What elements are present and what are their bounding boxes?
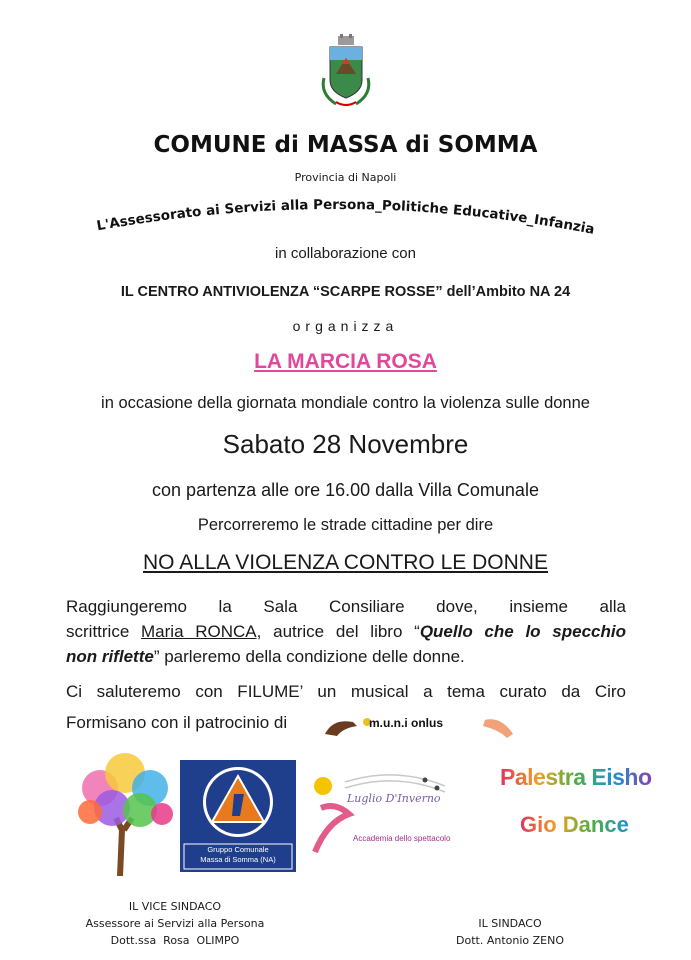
occasione-text: in occasione della giornata mondiale contro la violenza sulle donne — [101, 394, 590, 412]
book-title: Quello che lo specchio — [419, 622, 626, 641]
collab-text: in collaborazione con — [275, 245, 416, 262]
protezione-line1: Gruppo Comunale — [207, 845, 269, 854]
organizza-text: organizza — [292, 318, 399, 334]
svg-text:L'Assessorato ai Servizi alla — [95, 197, 595, 238]
luglio-sub: Accademia dello spettacolo — [353, 834, 451, 843]
departure-text: con partenza alle ore 16.00 dalla Villa Comunale — [152, 480, 539, 500]
paragraph-line-4: Ci saluteremo con FILUME’ un musical a tema curato da Ciro — [66, 682, 626, 701]
provincia-subtitle: Provincia di Napoli — [294, 171, 397, 184]
protezione-civile-logo — [180, 760, 296, 872]
book-title-cont: non riflette — [66, 647, 154, 666]
vice-sindaco-name: Dott.ssa Rosa OLIMPO — [110, 934, 240, 947]
sindaco-name: Dott. Antonio ZENO — [456, 934, 564, 947]
vice-sindaco-title: Assessore ai Servizi alla Persona — [85, 917, 265, 930]
vice-sindaco-role: IL VICE SINDACO — [128, 900, 222, 913]
centro-antiviolenza: IL CENTRO ANTIVIOLENZA “SCARPE ROSSE” dell’Ambito NA 24 — [120, 284, 571, 300]
luglio-dinverno-logo — [305, 762, 453, 858]
dancer-icon — [305, 762, 453, 858]
event-title: LA MARCIA ROSA — [254, 350, 437, 373]
municipal-crest-logo — [318, 34, 374, 112]
paragraph-line-1: Raggiungeremo la Sala Consiliare dove, insieme alla — [66, 597, 626, 616]
sindaco-signature — [430, 915, 590, 949]
butterfly-tree-logo — [70, 748, 180, 876]
paragraph-line-5: Formisano con il patrocinio di — [66, 713, 288, 732]
sindaco-role: IL SINDACO — [478, 917, 542, 930]
luglio-title: Luglio D'Inverno — [347, 792, 441, 805]
muni-label: m.u.n.i onlus — [369, 716, 443, 730]
muni-onlus-logo — [323, 708, 518, 742]
event-date: Sabato 28 Novembre — [222, 429, 469, 459]
protezione-line2: Massa di Somma (NA) — [200, 855, 276, 864]
assessorato-arched-text — [40, 188, 651, 248]
author-name: Maria RONCA — [141, 622, 257, 641]
gio-dance-logo: Gio Dance — [520, 812, 629, 837]
assessorato-text: L'Assessorato ai Servizi alla Persona_Politiche Educative_Infanzia — [95, 196, 596, 238]
paragraph-line-3: non riflette” parleremo della condizione delle donne. — [66, 647, 465, 666]
page-title: COMUNE di MASSA di SOMMA — [153, 132, 538, 158]
slogan: NO ALLA VIOLENZA CONTRO LE DONNE — [143, 551, 548, 574]
palestra-eisho-logo: Palestra Eisho — [500, 764, 652, 790]
paragraph-line-2: scrittrice Maria RONCA, autrice del libro “Quello che lo specchio — [66, 622, 626, 641]
vice-sindaco-signature — [70, 898, 280, 949]
route-text: Percorreremo le strade cittadine per dire — [197, 516, 494, 534]
